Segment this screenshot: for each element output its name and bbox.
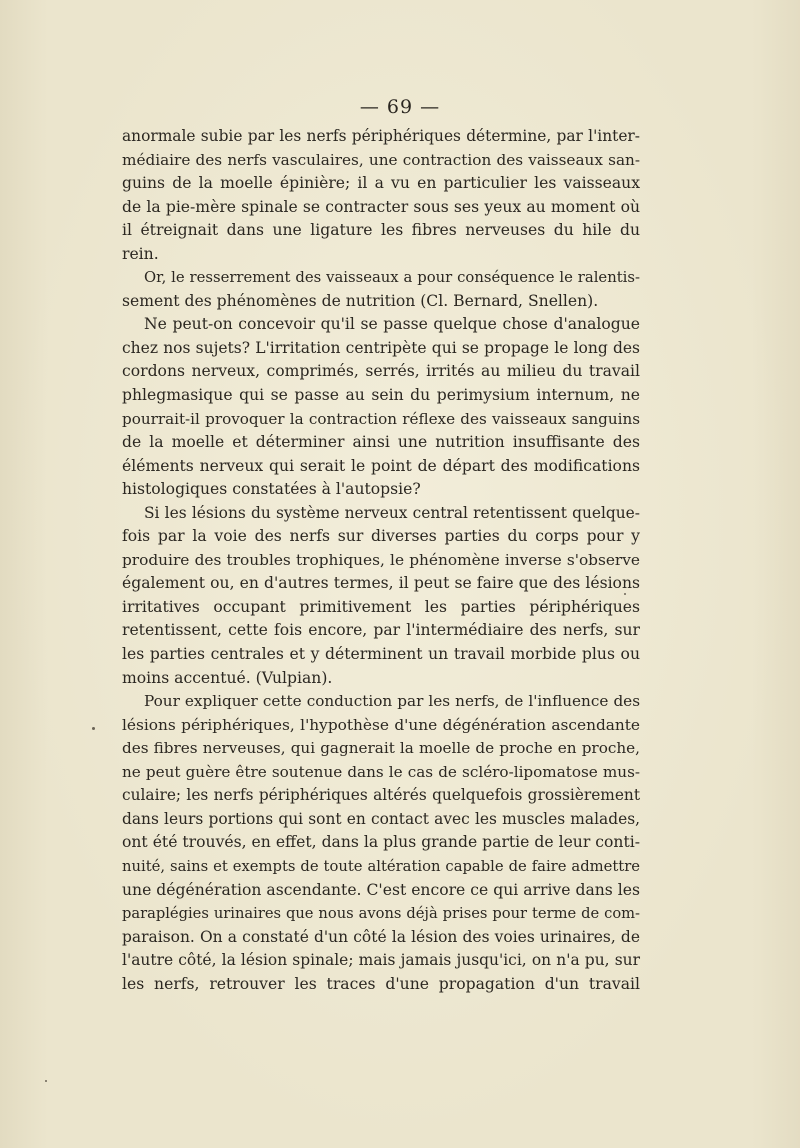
text-line: il étreignait dans une ligature les fibres nerveuses du hile du bbox=[122, 221, 640, 240]
text-line: les parties centrales et y déterminent un travail morbide plus ou bbox=[122, 645, 640, 664]
text-line: des fibres nerveuses, qui gagnerait la moelle de proche en proche, bbox=[122, 739, 640, 758]
text-line: fois par la voie des nerfs sur diverses parties du corps pour y bbox=[122, 527, 640, 546]
text-line: lésions périphériques, l'hypothèse d'une dégénération ascendante bbox=[122, 715, 640, 734]
body-text bbox=[122, 125, 640, 996]
speck-mark bbox=[45, 1080, 47, 1082]
text-line: les nerfs, retrouver les traces d'une propagation d'un travail bbox=[122, 974, 640, 993]
text-line: phlegmasique qui se passe au sein du perimysium internum, ne bbox=[122, 386, 640, 405]
text-line: Or, le resserrement des vaisseaux a pour conséquence le ralentis- bbox=[144, 269, 640, 287]
text-line: produire des troubles trophiques, le phénomène inverse s'observe bbox=[122, 550, 640, 569]
text-line: ne peut guère être soutenue dans le cas de scléro-lipomatose mus- bbox=[122, 762, 640, 781]
text-line: également ou, en d'autres termes, il peut se faire que des lésions bbox=[122, 574, 640, 593]
text-line: sement des phénomènes de nutrition (Cl. Bernard, Snellen). bbox=[122, 291, 599, 310]
text-line: paraison. On a constaté d'un côté la lésion des voies urinaires, de bbox=[122, 927, 640, 946]
text-line: l'autre côté, la lésion spinale; mais jamais jusqu'ici, on n'a pu, sur bbox=[122, 951, 640, 970]
text-line: chez nos sujets? L'irritation centripète qui se propage le long des bbox=[122, 338, 640, 357]
text-line: de la moelle et déterminer ainsi une nutrition insuffisante des bbox=[122, 433, 640, 452]
text-line: médiaire des nerfs vasculaires, une contraction des vaisseaux san- bbox=[122, 150, 640, 169]
text-line: Ne peut-on concevoir qu'il se passe quelque chose d'analogue bbox=[144, 315, 640, 334]
text-line: retentissent, cette fois encore, par l'intermédiaire des nerfs, sur bbox=[122, 621, 640, 640]
text-line: culaire; les nerfs périphériques altérés quelquefois grossièrement bbox=[122, 786, 640, 805]
text-line: ont été trouvés, en effet, dans la plus grande partie de leur conti- bbox=[122, 833, 640, 852]
text-line: pourrait-il provoquer la contraction réflexe des vaisseaux sanguins bbox=[122, 409, 640, 428]
text-line: guins de la moelle épinière; il a vu en particulier les vaisseaux bbox=[122, 174, 640, 193]
text-line: Pour expliquer cette conduction par les nerfs, de l'influence des bbox=[144, 692, 640, 711]
speck-mark bbox=[624, 593, 626, 595]
text-line: rein. bbox=[122, 244, 159, 263]
text-line: de la pie-mère spinale se contracter sous ses yeux au moment où bbox=[122, 197, 640, 216]
text-line: Si les lésions du système nerveux central retentissent quelque- bbox=[144, 503, 640, 522]
text-line: moins accentué. (Vulpian). bbox=[122, 668, 333, 687]
speck-mark bbox=[92, 727, 95, 730]
text-line: cordons nerveux, comprimés, serrés, irrités au milieu du travail bbox=[122, 362, 640, 381]
text-line: paraplégies urinaires que nous avons déjà prises pour terme de com- bbox=[122, 905, 640, 923]
text-line: anormale subie par les nerfs périphériques détermine, par l'inter- bbox=[122, 127, 640, 145]
text-line: nuité, sains et exempts de toute altération capable de faire admettre bbox=[122, 857, 640, 875]
page-number: — 69 — bbox=[359, 96, 441, 118]
text-line: dans leurs portions qui sont en contact avec les muscles malades, bbox=[122, 809, 640, 828]
text-line: irritatives occupant primitivement les parties périphériques bbox=[122, 597, 640, 616]
text-line: éléments nerveux qui serait le point de départ des modifications bbox=[122, 456, 640, 475]
text-line: une dégénération ascendante. C'est encore ce qui arrive dans les bbox=[122, 880, 640, 899]
text-line: histologiques constatées à l'autopsie? bbox=[122, 480, 421, 499]
